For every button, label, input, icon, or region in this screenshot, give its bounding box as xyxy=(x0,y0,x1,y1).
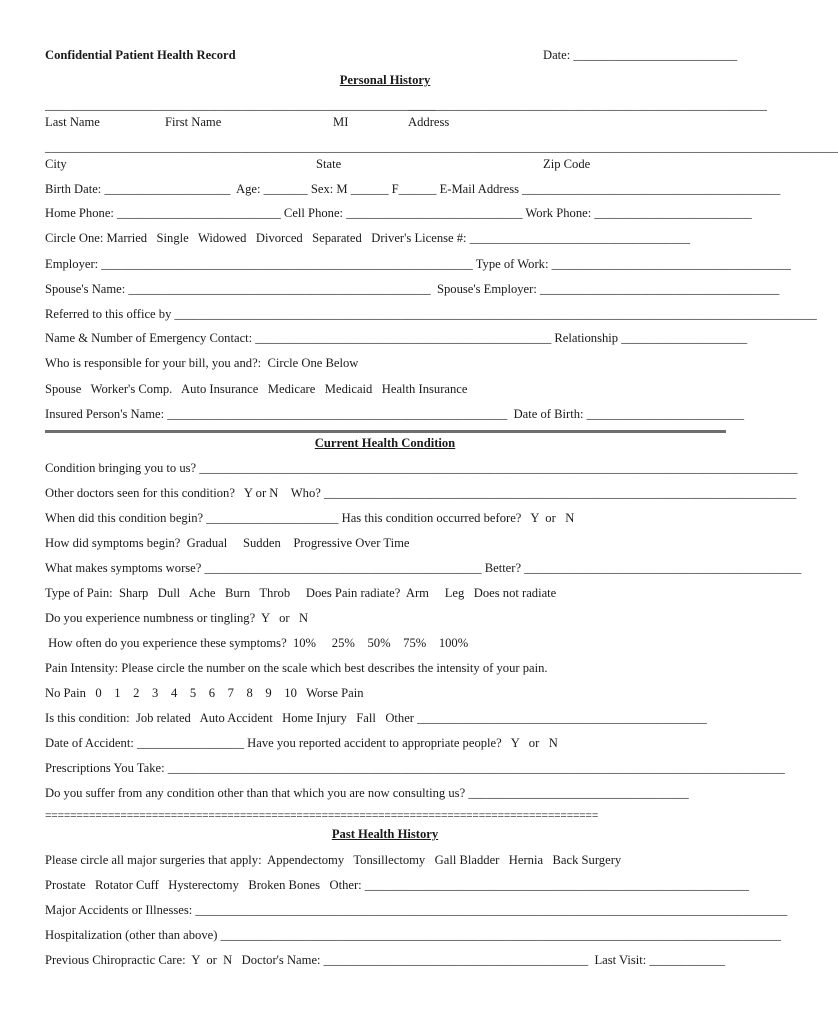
condition-line[interactable]: Condition bringing you to us? _______________________________________________________________________________________________ xyxy=(45,461,798,475)
employer-line[interactable]: Employer: ___________________________________________________________ Type of Work: ______________________________________ xyxy=(45,257,791,271)
personal-history-heading: Personal History xyxy=(339,73,431,87)
name-field-line[interactable]: ______________________________________________________________ xyxy=(45,98,436,112)
mi-label: MI xyxy=(333,115,349,129)
surgeries-line[interactable]: Please circle all major surgeries that apply: Appendectomy Tonsillectomy Gall Bladder Hernia Back Surgery xyxy=(45,853,622,867)
surgeries-line-2[interactable]: Prostate Rotator Cuff Hysterectomy Broken Bones Other: _____________________________________________________________ xyxy=(45,878,749,892)
condition-cause-line[interactable]: Is this condition: Job related Auto Accident Home Injury Fall Other ______________________________________________ xyxy=(45,711,707,725)
prescriptions-line[interactable]: Prescriptions You Take: __________________________________________________________________________________________________ xyxy=(45,761,785,775)
accident-date-line[interactable]: Date of Accident: _________________ Have you reported accident to appropriate people? Y or N xyxy=(45,736,558,750)
emergency-contact-line[interactable]: Name & Number of Emergency Contact: _______________________________________________ Relationship ____________________ xyxy=(45,331,748,345)
condition-began-line[interactable]: When did this condition begin? _____________________ Has this condition occurred before? Y or N xyxy=(45,511,575,525)
state-label: State xyxy=(316,157,342,171)
other-doctors-line[interactable]: Other doctors seen for this condition? Y or N Who? ___________________________________________________________________________ xyxy=(45,486,797,500)
equals-separator: ======================================================================================== xyxy=(45,810,599,822)
referred-line[interactable]: Referred to this office by ______________________________________________________________________________________________________ xyxy=(45,307,817,321)
last-name-label: Last Name xyxy=(45,115,100,129)
past-health-heading: Past Health History xyxy=(331,827,439,841)
symptoms-onset-line[interactable]: How did symptoms begin? Gradual Sudden Progressive Over Time xyxy=(45,536,410,550)
city-label: City xyxy=(45,157,67,171)
address-field-line[interactable]: _________________________________________________________ xyxy=(408,98,767,112)
city-field-line[interactable]: ______________________________________________________________________________________________________________________________ xyxy=(45,140,838,154)
section-divider xyxy=(45,430,726,433)
pain-intensity-instructions: Pain Intensity: Please circle the number on the scale which best describes the intensity of your pain. xyxy=(45,661,548,675)
insured-person-line[interactable]: Insured Person's Name: ______________________________________________________ Date of Birth: _________________________ xyxy=(45,407,745,421)
other-condition-line[interactable]: Do you suffer from any condition other than that which you are now consulting us? ___________________________________ xyxy=(45,786,689,800)
address-label: Address xyxy=(408,115,450,129)
zip-label: Zip Code xyxy=(543,157,591,171)
numbness-line[interactable]: Do you experience numbness or tingling? Y or N xyxy=(45,611,309,625)
payer-options-line[interactable]: Spouse Worker's Comp. Auto Insurance Medicare Medicaid Health Insurance xyxy=(45,382,468,396)
first-name-label: First Name xyxy=(165,115,222,129)
date-field[interactable]: Date: __________________________ xyxy=(543,48,738,62)
responsible-party-line: Who is responsible for your bill, you and?: Circle One Below xyxy=(45,356,359,370)
worse-better-line[interactable]: What makes symptoms worse? ____________________________________________ Better? ____________________________________________ xyxy=(45,561,802,575)
current-health-heading: Current Health Condition xyxy=(314,436,456,450)
symptom-frequency-line[interactable]: How often do you experience these symptoms? 10% 25% 50% 75% 100% xyxy=(45,636,469,650)
spouse-line[interactable]: Spouse's Name: ________________________________________________ Spouse's Employer: ______________________________________ xyxy=(45,282,780,296)
chiropractic-care-line[interactable]: Previous Chiropractic Care: Y or N Doctor's Name: __________________________________________ Last Visit: ____________ xyxy=(45,953,725,967)
hospitalization-line[interactable]: Hospitalization (other than above) _________________________________________________________________________________________ xyxy=(45,928,781,942)
form-title: Confidential Patient Health Record xyxy=(45,48,236,62)
marital-status-line[interactable]: Circle One: Married Single Widowed Divorced Separated Driver's License #: ___________________________________ xyxy=(45,231,691,245)
pain-scale-line[interactable]: No Pain 0 1 2 3 4 5 6 7 8 9 10 Worse Pain xyxy=(45,686,364,700)
phone-line[interactable]: Home Phone: __________________________ Cell Phone: ____________________________ Work Phone: _________________________ xyxy=(45,206,752,220)
pain-type-line[interactable]: Type of Pain: Sharp Dull Ache Burn Throb Does Pain radiate? Arm Leg Does not radiate xyxy=(45,586,557,600)
birth-date-line[interactable]: Birth Date: ____________________ Age: _______ Sex: M ______ F______ E-Mail Address _________________________________________ xyxy=(45,182,781,196)
accidents-illnesses-line[interactable]: Major Accidents or Illnesses: ______________________________________________________________________________________________ xyxy=(45,903,788,917)
